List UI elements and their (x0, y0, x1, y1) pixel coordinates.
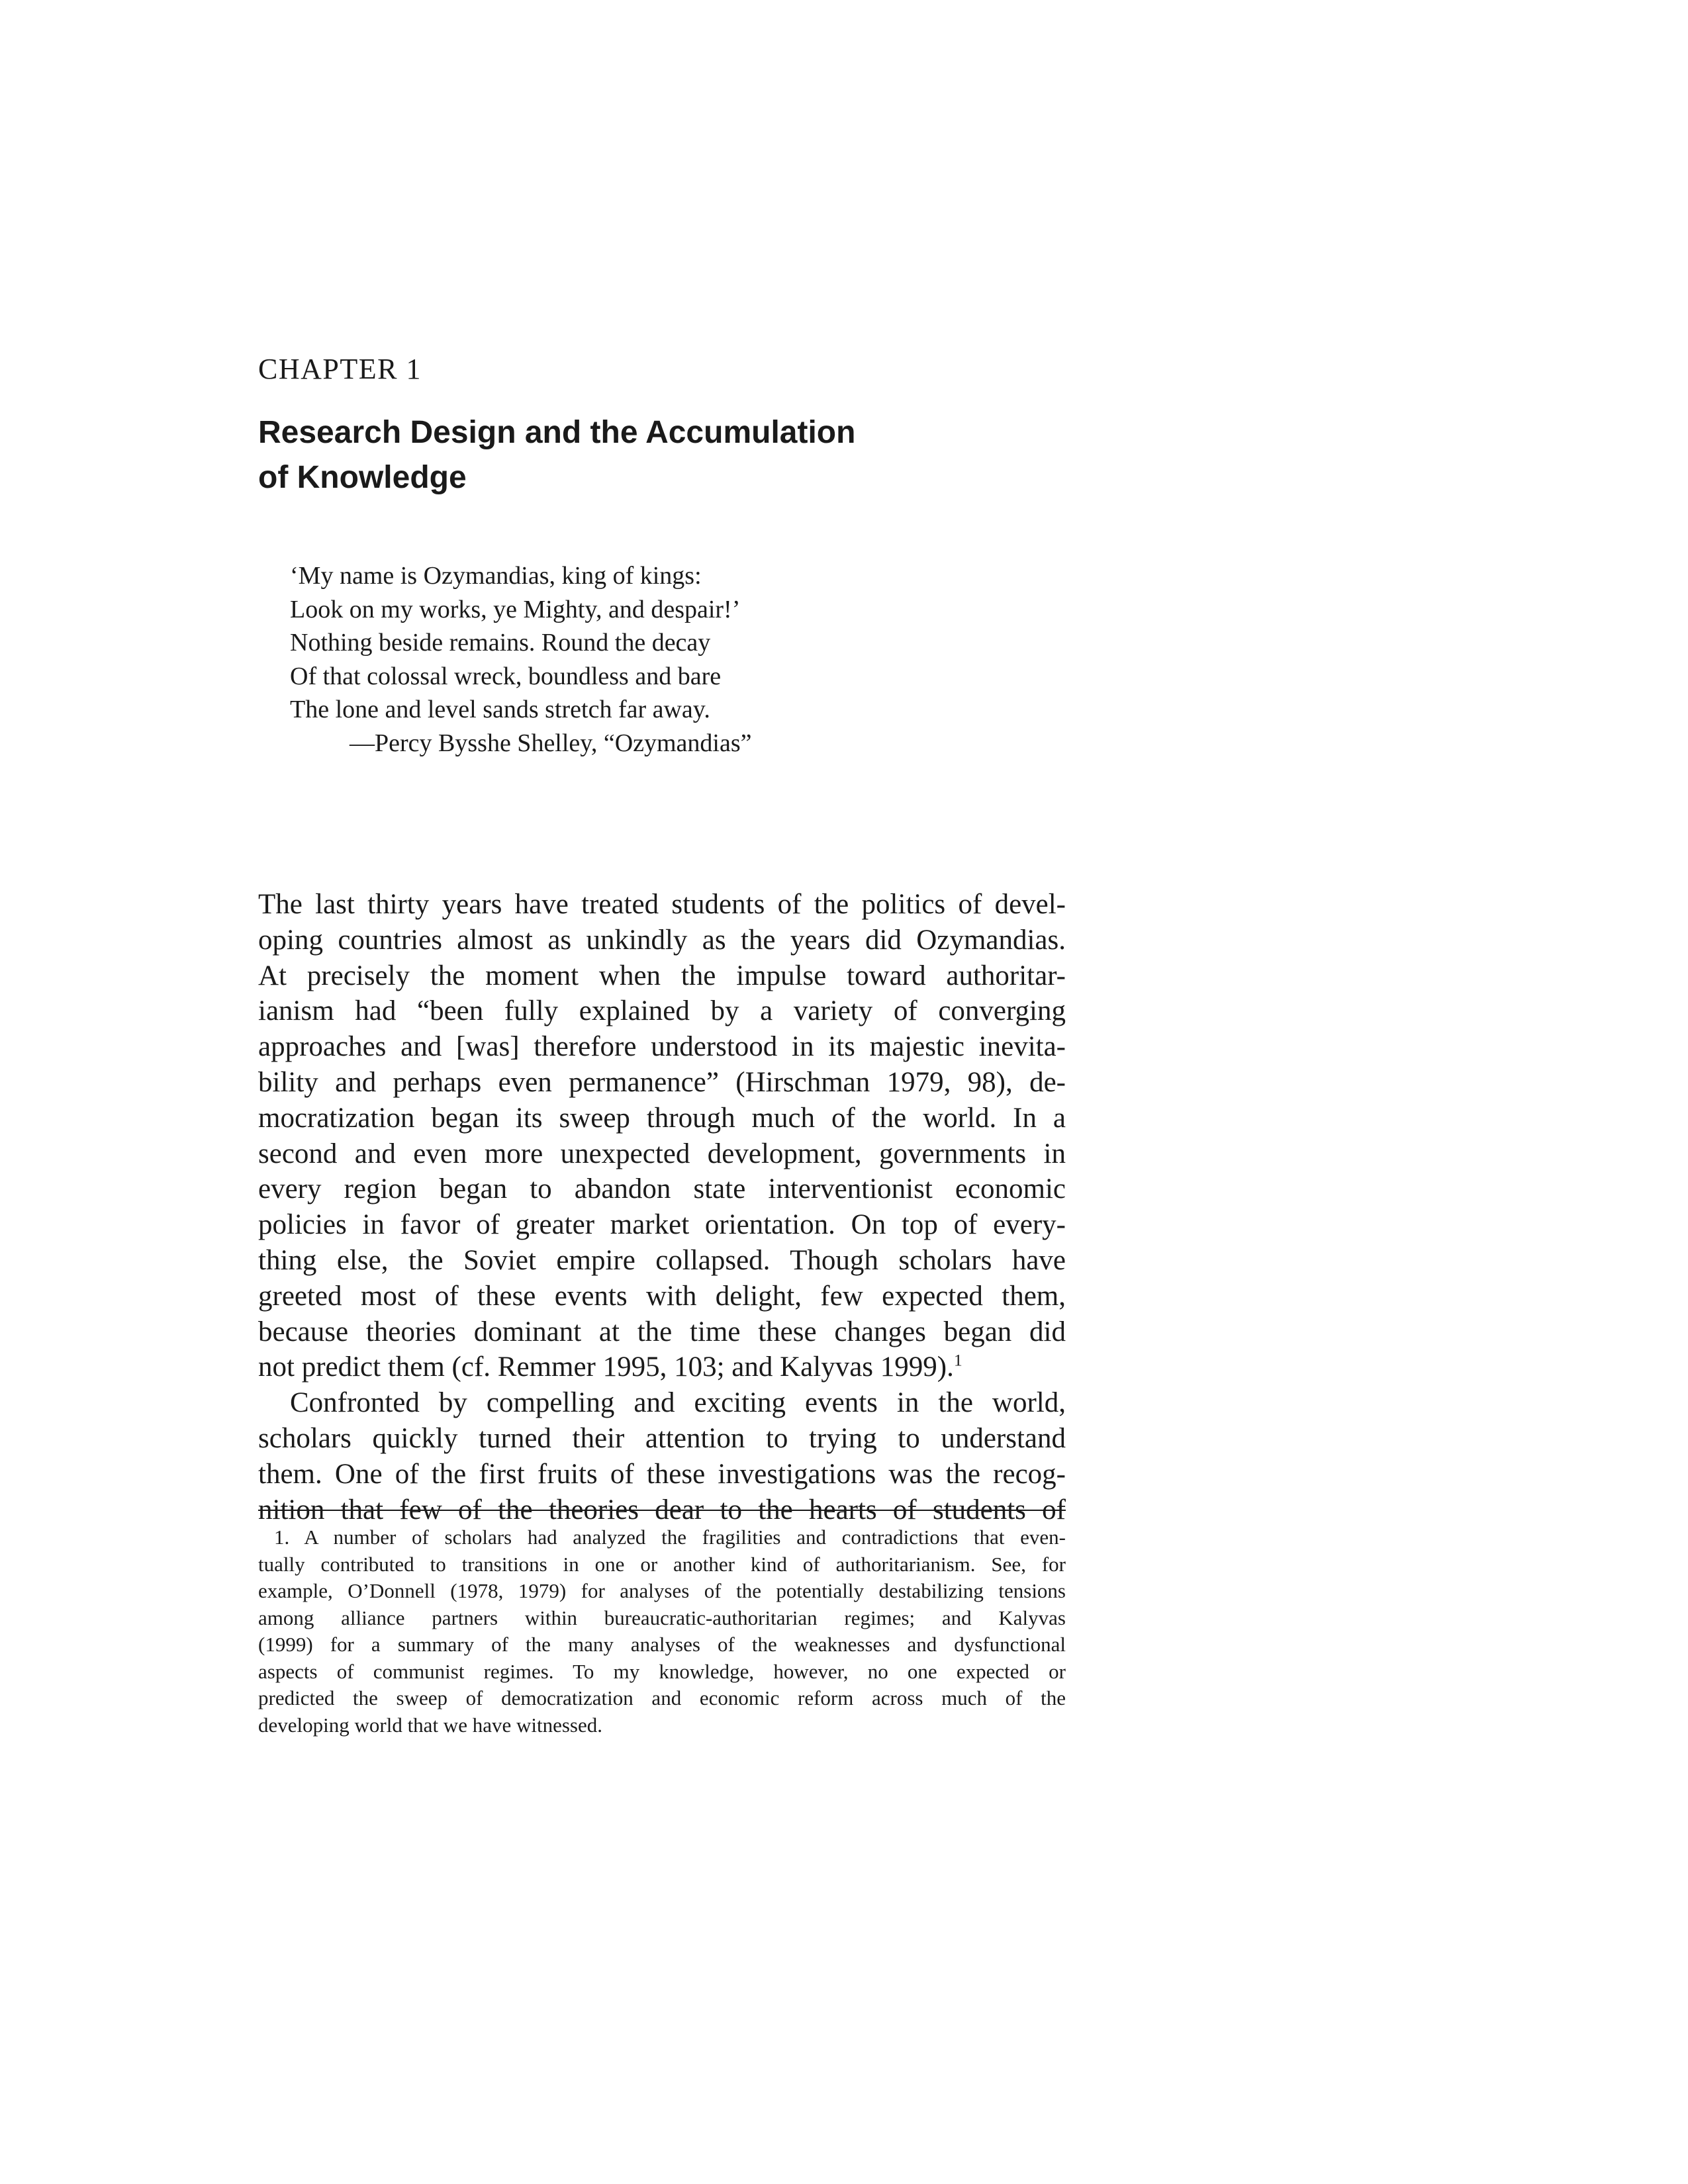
footnote-line: predicted the sweep of democratization and economic reform across much of the (258, 1686, 1066, 1709)
epigraph-attribution: —Percy Bysshe Shelley, “Ozymandias” (350, 729, 752, 757)
body-line-text: not predict them (cf. Remmer 1995, 103; and Kalyvas 1999). (258, 1351, 954, 1383)
body-line: policies in favor of greater market orientation. On top of every- (258, 1209, 1066, 1241)
chapter-label: CHAPTER 1 (258, 353, 422, 385)
footnote-line: aspects of communist regimes. To my knowledge, however, no one expected or (258, 1659, 1066, 1683)
body-line: mocratization began its sweep through much of the world. In a (258, 1102, 1066, 1134)
footnote-divider (258, 1510, 1066, 1511)
body-text (258, 887, 1066, 1527)
footnote-line: (1999) for a summary of the many analyses of the weaknesses and dysfunctional (258, 1633, 1066, 1656)
body-line-with-footnote-ref (258, 1349, 1066, 1385)
body-line: The last thirty years have treated students of the politics of devel- (258, 889, 1066, 920)
epigraph (290, 559, 752, 760)
body-line: greeted most of these events with delight, few expected them, (258, 1280, 1066, 1312)
epigraph-line: The lone and level sands stretch far away. (290, 696, 710, 723)
epigraph-line: Look on my works, ye Mighty, and despair!’ (290, 595, 741, 623)
chapter-title-line: of Knowledge (258, 460, 467, 495)
footnote-line: among alliance partners within bureaucratic-authoritarian regimes; and Kalyvas (258, 1606, 1066, 1629)
body-line: ianism had “been fully explained by a variety of converging (258, 995, 1066, 1027)
body-line: oping countries almost as unkindly as the years did Ozymandias. (258, 924, 1066, 956)
body-line: every region began to abandon state interventionist economic (258, 1173, 1066, 1205)
footnote-line: developing world that we have witnessed. (258, 1713, 602, 1737)
body-line: thing else, the Soviet empire collapsed. Though scholars have (258, 1244, 1066, 1276)
body-line: second and even more unexpected development, governments in (258, 1138, 1066, 1169)
body-line: approaches and [was] therefore understood in its majestic inevita- (258, 1031, 1066, 1063)
footnote (258, 1524, 1066, 1739)
chapter-title (258, 410, 920, 500)
epigraph-line: ‘My name is Ozymandias, king of kings: (290, 562, 702, 590)
epigraph-line: Of that colossal wreck, boundless and bare (290, 662, 722, 690)
body-line: At precisely the moment when the impulse toward authoritar- (258, 960, 1066, 991)
footnote-line: 1. A number of scholars had analyzed the fragilities and contradictions that even- (274, 1525, 1066, 1549)
body-line: bility and perhaps even permanence” (Hirschman 1979, 98), de- (258, 1066, 1066, 1098)
footnote-line: tually contributed to transitions in one or another kind of authoritarianism. See, for (258, 1552, 1066, 1576)
footnote-line: example, O’Donnell (1978, 1979) for analyses of the potentially destabilizing tensions (258, 1579, 1066, 1602)
footnote-reference[interactable]: 1 (953, 1351, 962, 1371)
body-line: scholars quickly turned their attention to trying to understand (258, 1422, 1066, 1454)
chapter-title-line: Research Design and the Accumulation (258, 415, 856, 450)
body-line: them. One of the first fruits of these investigations was the recog- (258, 1458, 1066, 1490)
body-line: Confronted by compelling and exciting events in the world, (290, 1387, 1066, 1419)
body-line: because theories dominant at the time these changes began did (258, 1316, 1066, 1347)
epigraph-line: Nothing beside remains. Round the decay (290, 629, 711, 657)
body-line: nition that few of the theories dear to the hearts of students of (258, 1494, 1066, 1525)
